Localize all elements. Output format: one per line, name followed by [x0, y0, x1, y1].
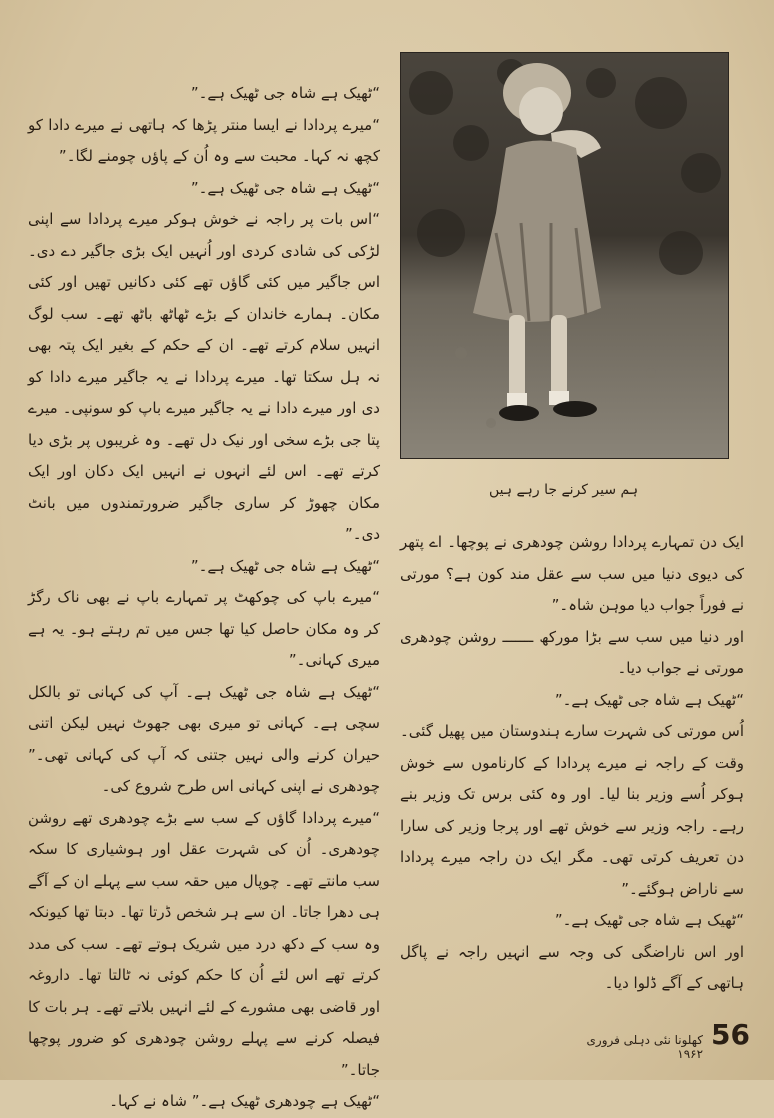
paragraph: “ٹھیک ہے شاہ جی ٹھیک ہے۔ آپ کی کہانی تو بالکل سچی ہے۔ کہانی تو میری بھی جھوٹ نہیں لیکن اتنی حیران کرنے والی نہیں جتنی کہ آپ کی کہانی تھی۔” چودھری نے اپنی کہانی اس طرح شروع کی۔	[28, 682, 380, 795]
paragraph: “ٹھیک ہے شاہ جی ٹھیک ہے۔”	[190, 178, 380, 197]
paragraph: اور اس ناراضگی کی وجہ سے انہیں راجہ نے پاگل ہاتھی کے آگے ڈلوا دیا۔	[400, 942, 744, 992]
paragraph: “میرے باپ کی چوکھٹ پر تمہارے باپ نے بھی ناک رگڑ کر وہ مکان حاصل کیا تھا جس میں تم رہتے ہو۔ یہ ہے میری کہانی۔”	[28, 588, 380, 669]
paragraph: “اس بات پر راجہ نے خوش ہوکر میرے پردادا سے اپنی لڑکی کی شادی کردی اور اُنہیں ایک بڑی جاگیر دے دی۔ اس جاگیر میں کئی گاؤں تھے کئی دکانیں تھیں اور کئی مکان۔ ہمارے خاندان کے بڑے ٹھاٹھ باٹھ تھے۔ سب لوگ انہیں سلام کرتے تھے۔ ان کے حکم کے بغیر ایک پتہ بھی نہ ہل سکتا تھا۔ میرے پردادا نے یہ جاگیر میرے دادا کو دی اور میرے دادا نے یہ جاگیر میرے باپ کو سونپی۔ میرے پتا جی بڑے سخی اور نیک دل تھے۔ وہ غریبوں پر بڑی دیا کرتے تھے۔ اس لئے انہوں نے انہیں ایک دکان اور ایک مکان چھوڑ کر ساری جاگیر ضرورتمندوں میں بانٹ دی۔”	[28, 210, 380, 543]
paragraph: اُس مورتی کی شہرت سارے ہندوستان میں پھیل گئی۔ وقت کے راجہ نے میرے پردادا کے کارناموں سے خوش ہوکر اُسے وزیر بنا لیا۔ اور وہ کئی برس تک وزیر بنے رہے۔ راجہ وزیر سے خوش تھے اور پرجا وزیر کی سارا دن تعریف کرتی تھی۔ مگر ایک دن راجہ میرے پردادا سے ناراض ہوگئے۔”	[400, 722, 744, 898]
paragraph: ایک دن تمہارے پردادا روشن چودھری نے پوچھا۔ اے پتھر کی دیوی دنیا میں سب سے عقل مند کون ہے؟ مورتی نے فوراً جواب دیا موہن شاہ۔”	[400, 533, 744, 614]
paragraph: “میرے پردادا نے ایسا منتر پڑھا کہ ہاتھی نے میرے دادا کو کچھ نہ کہا۔ محبت سے وہ اُن کے پاؤں چومنے لگا۔”	[28, 115, 380, 165]
paragraph: “ٹھیک ہے شاہ جی ٹھیک ہے۔”	[190, 84, 380, 102]
paragraph: “ٹھیک ہے شاہ جی ٹھیک ہے۔”	[190, 556, 380, 575]
photo-caption: ہم سیر کرنے جا رہے ہیں	[488, 482, 639, 498]
right-text-column	[400, 527, 744, 1000]
magazine-issue: کھلونا نئی دہلی فروری ۱۹۶۲	[586, 1033, 704, 1061]
left-text-column	[28, 78, 380, 1118]
paragraph: اور دنیا میں سب سے بڑا مورکھ ـــــــ روشن چودھری مورتی نے جواب دیا۔	[400, 627, 744, 677]
paragraph: “میرے پردادا گاؤں کے سب سے بڑے چودھری تھے روشن چودھری۔ اُن کی شہرت عقل اور ہوشیاری کا سکہ سب مانتے تھے۔ چوپال میں حقہ سب سے پہلے ان کے آگے ہی دھرا جاتا۔ ان سے ہر شخص ڈرتا تھا۔ دبتا تھا کیونکہ وہ سب کے دکھ درد میں شریک ہوتے تھے۔ سب کی مدد کرتے تھے اس لئے اُن کا حکم کوئی نہ ٹالتا تھا۔ داروغہ اور قاضی بھی مشورے کے لئے انہیں بلاتے تھے۔ ہر بات کا فیصلہ کرنے سے پہلے روشن چودھری کو ضرور پوچھا جاتا۔”	[28, 808, 380, 1079]
paragraph: “ٹھیک ہے شاہ جی ٹھیک ہے۔”	[554, 690, 744, 709]
page-footer	[560, 1018, 750, 1061]
girl-photo	[400, 52, 729, 459]
paragraph: “ٹھیک ہے چودھری ٹھیک ہے۔” شاہ نے کہا۔	[109, 1092, 380, 1110]
page-number: 56	[711, 1018, 750, 1051]
paragraph: “ٹھیک ہے شاہ جی ٹھیک ہے۔”	[554, 911, 744, 929]
